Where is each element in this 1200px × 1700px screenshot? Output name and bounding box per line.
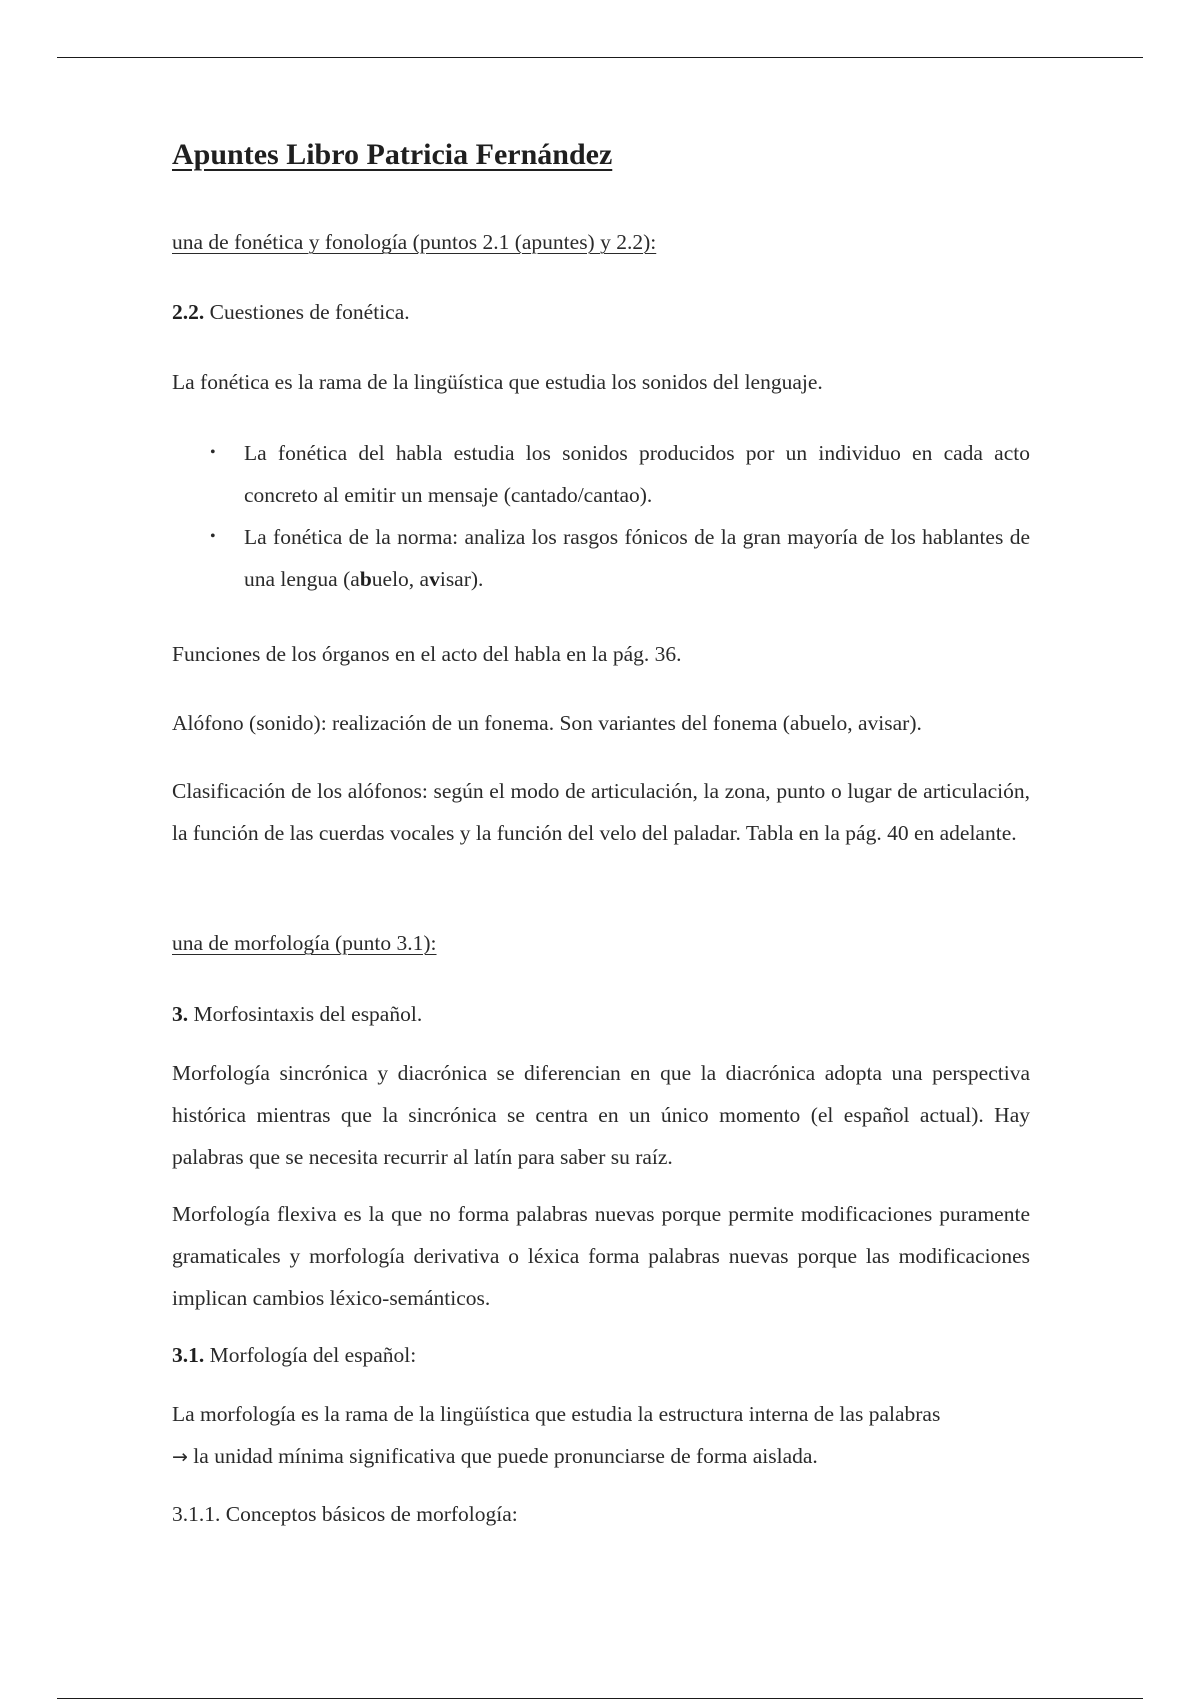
heading-3-number: 3. xyxy=(172,1002,189,1026)
paragraph-flexiva-derivativa: Morfología flexiva es la que no forma palabras nuevas porque permite modificaciones puramente gramaticales y morfología derivativa o léxica forma palabras nuevas porque las modificaciones implican cambios léxico-semánticos. xyxy=(172,1202,1030,1310)
bullet-item-norma-end: isar). xyxy=(439,567,484,591)
bullet-list-fonetica xyxy=(172,432,1030,600)
heading-3-1-1: 3.1.1. Conceptos básicos de morfología: xyxy=(172,1502,518,1526)
bullet-item-norma-text: La fonética de la norma: analiza los rasgos fónicos de la gran mayoría de los hablantes de una lengua (a xyxy=(244,525,1030,591)
top-rule xyxy=(57,57,1143,58)
heading-3-1-number: 3.1. xyxy=(172,1343,205,1367)
bullet-item-norma xyxy=(172,516,1030,600)
heading-3 xyxy=(172,993,1030,1035)
heading-3-1 xyxy=(172,1334,1030,1376)
bullet-item-habla xyxy=(172,432,1030,516)
arrow-right-icon: → xyxy=(172,1446,188,1468)
bullet-icon: • xyxy=(210,444,216,461)
bullet-icon: • xyxy=(210,528,216,545)
paragraph-morfologia-line2: la unidad mínima significativa que puede pronunciarse de forma aislada. xyxy=(187,1444,818,1468)
paragraph-sincronica-diacronica: Morfología sincrónica y diacrónica se diferencian en que la diacrónica adopta una perspectiva histórica mientras que la sincrónica se centra en un único momento (el español actual). Hay palabras que se necesita recurrir al latín para saber su raíz. xyxy=(172,1061,1030,1169)
section-heading-morfologia-text: una de morfología (punto 3.1): xyxy=(172,931,437,955)
bottom-rule xyxy=(57,1698,1143,1699)
document-title: Apuntes Libro Patricia Fernández xyxy=(172,138,613,171)
heading-3-title: Morfosintaxis del español. xyxy=(188,1002,423,1026)
bullet-item-habla-text: La fonética del habla estudia los sonidos producidos por un individuo en cada acto concreto al emitir un mensaje (cantado/cantao). xyxy=(244,441,1030,507)
heading-2-2 xyxy=(172,291,1030,333)
bold-letter-v: v xyxy=(429,567,440,591)
heading-2-2-number: 2.2. xyxy=(172,300,205,324)
heading-3-1-title: Morfología del español: xyxy=(204,1343,417,1367)
section-heading-fonetica xyxy=(172,221,1030,263)
section-heading-fonetica-text: una de fonética y fonología (puntos 2.1 (apuntes) y 2.2): xyxy=(172,230,657,254)
paragraph-clasificacion: Clasificación de los alófonos: según el modo de articulación, la zona, punto o lugar de articulación, la función de las cuerdas vocales y la función del velo del paladar. Tabla en la pág. 40 en adelante. xyxy=(172,779,1030,845)
paragraph-alofono: Alófono (sonido): realización de un fonema. Son variantes del fonema (abuelo, avisar). xyxy=(172,711,922,735)
paragraph-morfologia-line1: La morfología es la rama de la lingüística que estudia la estructura interna de las palabras xyxy=(172,1402,941,1426)
paragraph-morfologia-definicion xyxy=(172,1393,1030,1478)
section-heading-morfologia xyxy=(172,922,1030,964)
bold-letter-b: b xyxy=(359,567,372,591)
paragraph-fonetica-definicion: La fonética es la rama de la lingüística que estudia los sonidos del lenguaje. xyxy=(172,370,823,394)
heading-2-2-title: Cuestiones de fonética. xyxy=(204,300,410,324)
paragraph-funciones: Funciones de los órganos en el acto del habla en la pág. 36. xyxy=(172,642,682,666)
bullet-item-norma-mid: uelo, a xyxy=(371,567,430,591)
